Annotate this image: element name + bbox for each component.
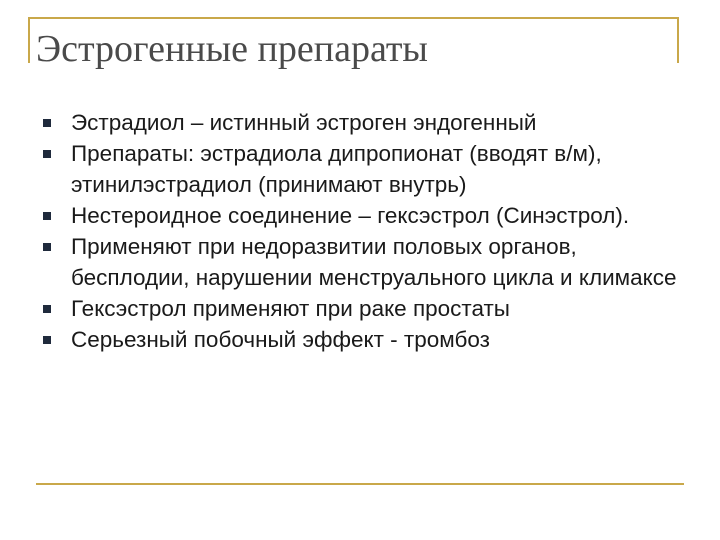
title-frame-left-rule <box>28 17 30 63</box>
bullet-item-5 <box>43 293 683 324</box>
bullet-text: Применяют при недоразвитии половых органов, бесплодии, нарушении менструального цикла и климаксе <box>71 234 677 290</box>
title-frame-top-rule <box>28 17 679 19</box>
bullet-item-1 <box>43 107 683 138</box>
square-bullet-icon <box>43 336 51 344</box>
bullet-item-2 <box>43 138 683 200</box>
bullet-item-3 <box>43 200 683 231</box>
bullet-text: Препараты: эстрадиола дипропионат (вводят в/м), этинилэстрадиол (принимают внутрь) <box>71 141 602 197</box>
bullet-text: Серьезный побочный эффект - тромбоз <box>71 327 490 352</box>
square-bullet-icon <box>43 305 51 313</box>
bullet-text: Эстрадиол – истинный эстроген эндогенный <box>71 110 537 135</box>
square-bullet-icon <box>43 119 51 127</box>
bullet-text: Гексэстрол применяют при раке простаты <box>71 296 510 321</box>
square-bullet-icon <box>43 150 51 158</box>
bullet-item-4 <box>43 231 683 293</box>
bullet-item-6 <box>43 324 683 355</box>
bottom-rule <box>36 483 684 485</box>
square-bullet-icon <box>43 243 51 251</box>
bullet-text: Нестероидное соединение – гексэстрол (Синэстрол). <box>71 203 630 228</box>
square-bullet-icon <box>43 212 51 220</box>
bullet-list <box>43 107 683 355</box>
title-frame-right-rule <box>677 17 679 63</box>
slide-title: Эстрогенные препараты <box>36 28 428 70</box>
